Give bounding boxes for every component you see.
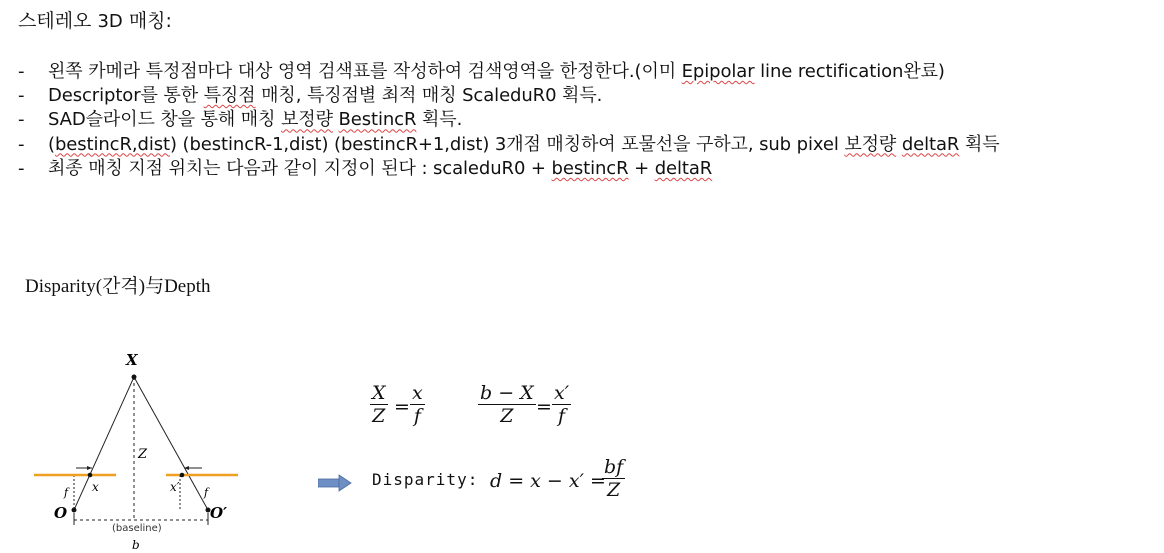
label-f-right: f	[204, 486, 209, 499]
left-ray	[74, 377, 134, 510]
bullet-text: +	[628, 157, 655, 179]
left-camera-center	[72, 508, 77, 513]
title-3d: 3D	[97, 11, 123, 32]
bullet-text: 획득	[959, 133, 1000, 155]
bullet-text: 왼쪽 카메라 특정점마다 대상 영역 검색표를 작성하여 검색영역을 한정한다.(이미	[48, 61, 682, 82]
eq1-lhs: X Z	[372, 382, 386, 427]
bullet-item	[18, 133, 1000, 157]
bullet-text: Descriptor를 통한	[48, 85, 204, 107]
title-suffix: 매칭:	[122, 10, 172, 32]
bullet-text: (	[48, 133, 55, 155]
label-b: b	[132, 538, 140, 552]
eq1-rhs: x f	[412, 382, 423, 427]
bullet-dash: -	[18, 85, 25, 107]
spellcheck-underlined-text: Epipolar	[681, 61, 755, 82]
bullet-dash: -	[18, 61, 25, 82]
bullet-item	[18, 60, 1000, 84]
bullet-dash: -	[18, 157, 25, 179]
bullet-text: ) (bestincR-1,dist) (bestincR+1,dist) 3개점 매칭하여 포물선을 구하고, sub pixel	[169, 133, 845, 155]
bullet-text: 매칭, 특징점별 최적 매칭 ScaleduR0 획득.	[255, 85, 603, 107]
bullet-dash: -	[18, 109, 25, 131]
bullet-text: SAD슬라이드 창을 통해 매칭	[48, 109, 281, 131]
bullet-text: line rectification완료)	[754, 61, 945, 82]
spellcheck-underlined-text: 특징점	[203, 85, 256, 107]
disparity-label: Disparity:	[372, 470, 479, 489]
spellcheck-underlined-text: 보정량	[281, 109, 333, 131]
spellcheck-underlined-text: BestincR	[338, 109, 417, 131]
eq2-sign: =	[536, 396, 552, 418]
label-O-right: O′	[210, 504, 228, 522]
spellcheck-underlined-text: deltaR	[654, 157, 713, 179]
eq1-sign: =	[394, 396, 410, 418]
bullet-item	[18, 108, 1000, 132]
page-title	[18, 6, 172, 33]
eq2-rhs: x′ f	[554, 382, 570, 427]
bullet-item	[18, 157, 1000, 181]
label-x-left: x	[92, 480, 99, 494]
label-X: X	[126, 351, 138, 369]
label-baseline: (baseline)	[112, 523, 162, 534]
label-x-right: x′	[170, 480, 180, 494]
bullet-text: 획득.	[416, 109, 463, 131]
title-prefix: 스테레오	[18, 10, 98, 32]
stereo-geometry-diagram	[28, 345, 248, 553]
spellcheck-underlined-text: bestincR	[551, 157, 629, 179]
left-image-point	[88, 473, 93, 478]
label-f-left: f	[64, 486, 69, 499]
spellcheck-underlined-text: bestincR,dist	[54, 133, 170, 155]
bullet-item	[18, 84, 1000, 108]
spellcheck-underlined-text: 보정량	[844, 133, 897, 155]
eq2-lhs: b − X Z	[480, 382, 534, 427]
right-image-point	[180, 473, 185, 478]
point-X	[132, 375, 137, 380]
disparity-expression: d = x − x′ =	[490, 470, 606, 492]
disparity-heading: Disparity(간격)与Depth	[25, 276, 211, 297]
disparity-fraction: bf Z	[604, 456, 624, 501]
bullet-text: 최종 매칭 지점 위치는 다음과 같이 지정이 된다 : scaleduR0 +	[48, 157, 552, 179]
bullet-dash: -	[18, 133, 25, 155]
bullet-list	[18, 60, 1000, 181]
label-O-left: O	[54, 504, 68, 522]
label-Z: Z	[138, 447, 148, 462]
spellcheck-underlined-text: deltaR	[901, 133, 960, 155]
implies-arrow-icon	[318, 474, 352, 492]
